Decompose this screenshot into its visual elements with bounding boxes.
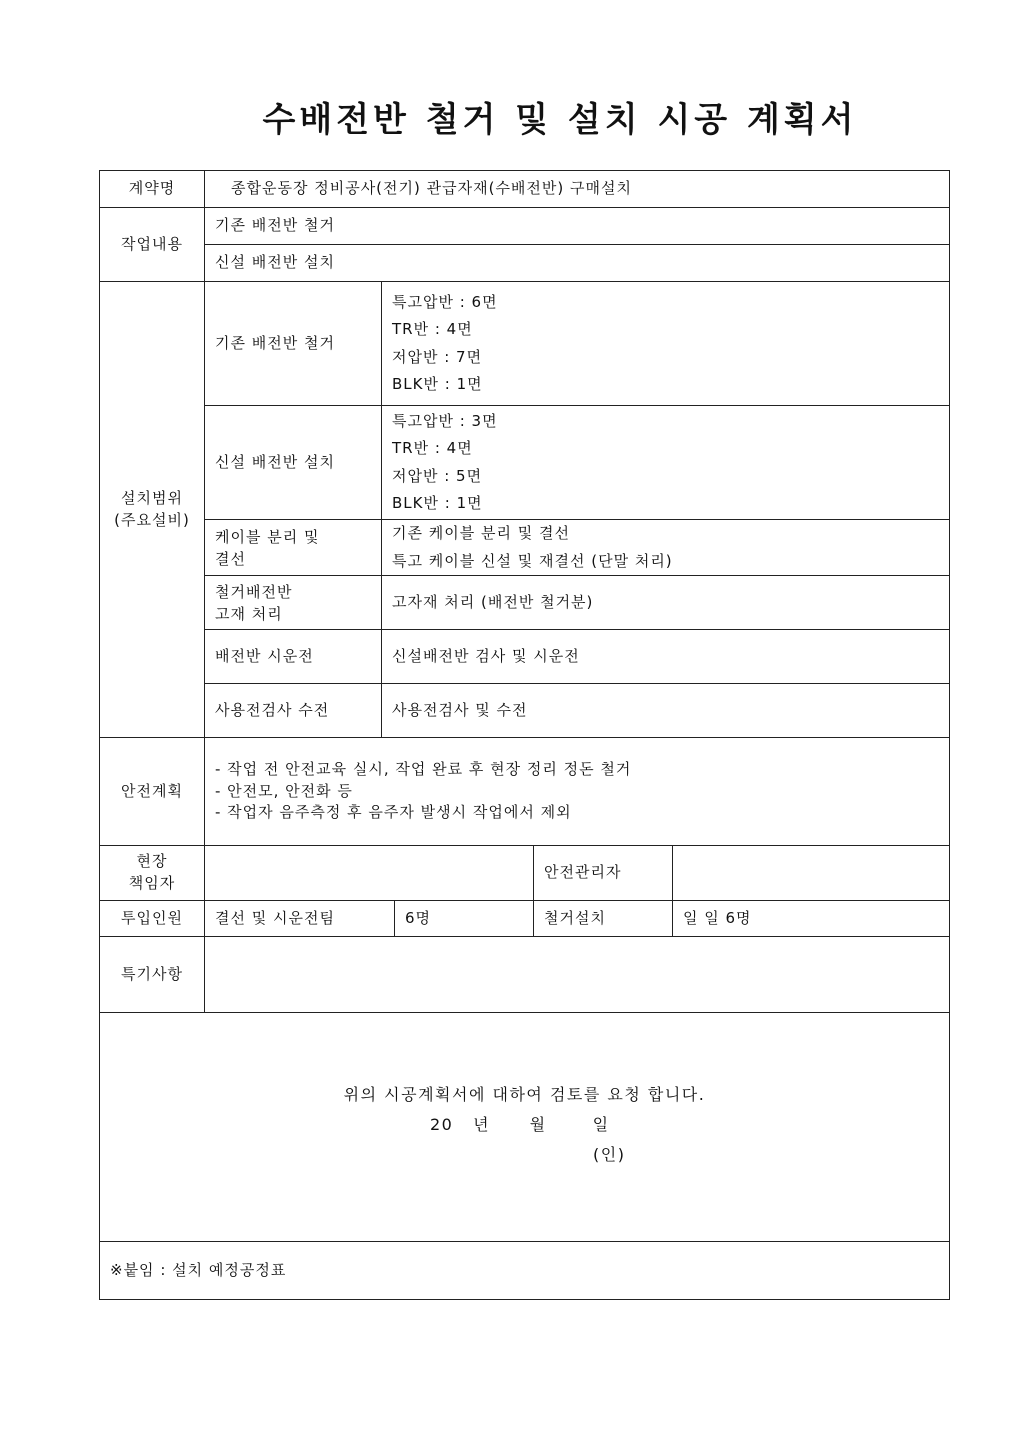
contract-value: 종합운동장 정비공사(전기) 관급자재(수배전반) 구매설치 — [205, 171, 950, 208]
request-date: 20 년 월 일 — [430, 1115, 610, 1134]
work-label: 작업내용 — [100, 208, 205, 282]
scope-item-name: 신설 배전반 설치 — [205, 406, 382, 520]
scope-detail: BLK반 : 1면 — [392, 375, 483, 393]
scope-label-line: 설치범위 — [121, 488, 183, 507]
request-block — [100, 1013, 949, 1241]
scope-name-line: 고재 처리 — [215, 604, 283, 623]
scope-row — [100, 282, 950, 406]
work-row — [100, 208, 950, 245]
request-seal: (인) — [593, 1145, 626, 1164]
personnel-team: 결선 및 시운전팀 — [205, 901, 395, 937]
scope-item-name: 기존 배전반 철거 — [205, 282, 382, 406]
work-row — [100, 245, 950, 282]
personnel-team-count: 6명 — [395, 901, 534, 937]
safety-label: 안전계획 — [100, 738, 205, 846]
scope-item-name: 배전반 시운전 — [205, 630, 382, 684]
notes-row — [100, 937, 950, 1013]
site-row — [100, 846, 950, 901]
request-cell — [100, 1013, 950, 1242]
safety-items — [205, 738, 950, 846]
scope-detail: 고자재 처리 (배전반 철거분) — [382, 576, 950, 630]
scope-detail: 특고압반 : 3면 — [392, 411, 498, 430]
plan-form — [99, 170, 950, 1300]
site-label-line: 현장 — [136, 852, 168, 871]
personnel-label: 투입인원 — [100, 901, 205, 937]
scope-label — [100, 282, 205, 738]
scope-row — [100, 630, 950, 684]
scope-detail: 저압반 : 5면 — [392, 466, 483, 485]
safety-manager-field[interactable] — [673, 846, 950, 901]
safety-manager-label: 안전관리자 — [534, 846, 673, 901]
scope-row — [100, 520, 950, 576]
scope-item-details — [382, 520, 950, 576]
scope-name-line: 결선 — [215, 549, 246, 568]
scope-detail: TR반 : 4면 — [392, 320, 473, 338]
document-title: 수배전반 철거 및 설치 시공 계획서 — [262, 100, 858, 140]
scope-detail: BLK반 : 1면 — [392, 494, 483, 512]
safety-item: - 안전모, 안전화 등 — [215, 781, 353, 800]
work-item: 신설 배전반 설치 — [205, 245, 950, 282]
scope-item-details — [382, 282, 950, 406]
removal-count: 일 일 6명 — [673, 901, 950, 937]
scope-detail: 사용전검사 및 수전 — [382, 684, 950, 738]
contract-row — [100, 171, 950, 208]
scope-detail: 특고압반 : 6면 — [392, 292, 498, 311]
work-item: 기존 배전반 철거 — [205, 208, 950, 245]
scope-name-line: 철거배전반 — [215, 582, 293, 601]
request-text: 위의 시공계획서에 대하여 검토를 요청 합니다. — [343, 1085, 706, 1104]
scope-label-line: (주요설비) — [114, 510, 190, 529]
safety-row — [100, 738, 950, 846]
site-label-line: 책임자 — [128, 874, 176, 892]
scope-item-name — [205, 520, 382, 576]
safety-item: - 작업자 음주측정 후 음주자 발생시 작업에서 제외 — [215, 803, 572, 822]
site-manager-field[interactable] — [205, 846, 534, 901]
scope-row — [100, 684, 950, 738]
scope-detail: TR반 : 4면 — [392, 439, 473, 457]
notes-label: 특기사항 — [100, 937, 205, 1013]
safety-item: - 작업 전 안전교육 실시, 작업 완료 후 현장 정리 정돈 철거 — [215, 759, 632, 778]
scope-item-details — [382, 406, 950, 520]
site-label — [100, 846, 205, 901]
scope-row — [100, 406, 950, 520]
scope-detail: 신설배전반 검사 및 시운전 — [382, 630, 950, 684]
scope-row — [100, 576, 950, 630]
notes-field[interactable] — [205, 937, 950, 1013]
contract-label: 계약명 — [100, 171, 205, 208]
scope-detail: 기존 케이블 분리 및 결선 — [392, 524, 570, 542]
attachment-note: ※붙임 : 설치 예정공정표 — [100, 1242, 950, 1300]
scope-detail: 저압반 : 7면 — [392, 347, 483, 366]
request-row — [100, 1013, 950, 1242]
personnel-row — [100, 901, 950, 937]
scope-name-line: 케이블 분리 및 — [215, 527, 320, 546]
scope-detail: 특고 케이블 신설 및 재결선 (단말 처리) — [392, 551, 673, 570]
scope-item-name: 사용전검사 수전 — [205, 684, 382, 738]
attachment-row — [100, 1242, 950, 1300]
removal-label: 철거설치 — [534, 901, 673, 937]
scope-item-name — [205, 576, 382, 630]
